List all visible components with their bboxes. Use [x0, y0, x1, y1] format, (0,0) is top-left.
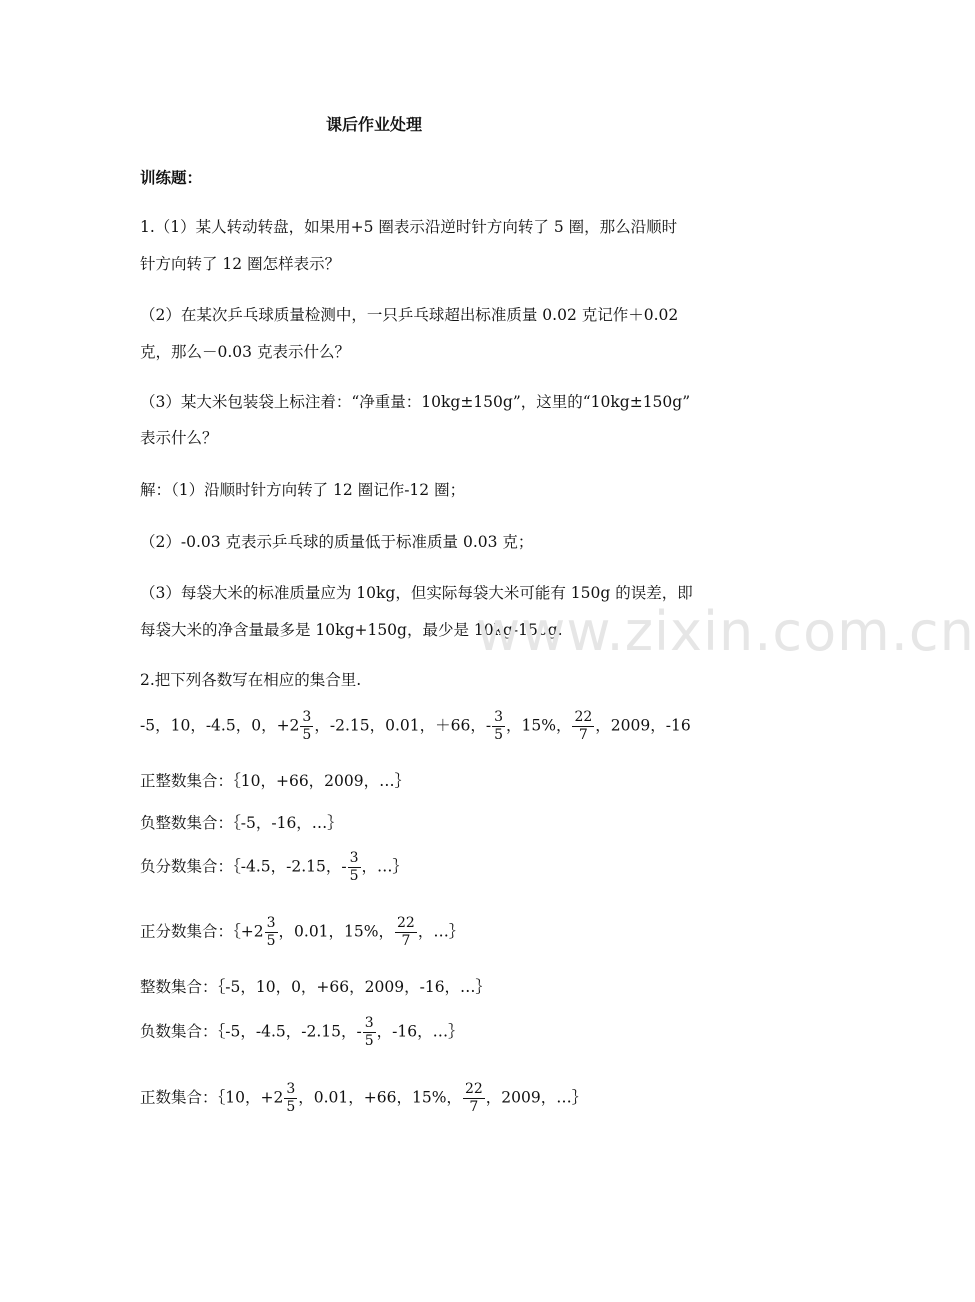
number-list-part-a: -5，10，-4.5，0，+2 — [140, 716, 300, 735]
answer-2: （2）-0.03 克表示乒乓球的质量低于标准质量 0.03 克； — [140, 533, 534, 551]
q1-part2-line2: 克，那么－0.03 克表示什么？ — [140, 343, 350, 361]
number-list-part-d: ，2009，-16 — [595, 716, 691, 735]
set-text: ，…｝ — [361, 857, 409, 876]
page-title: 课后作业处理 — [326, 115, 423, 134]
number-list-part-b: ，-2.15，0.01，＋66，- — [314, 716, 492, 735]
set-text: ，…｝ — [417, 922, 465, 941]
answer-1: 解：（1）沿顺时针方向转了 12 圈记作-12 圈； — [140, 481, 466, 499]
set-text: ，2009，…｝ — [485, 1088, 588, 1107]
q1-part1-line2: 针方向转了 12 圈怎样表示？ — [140, 255, 341, 273]
negative-number-set — [140, 1015, 464, 1050]
number-list — [140, 709, 691, 744]
answer-3-line2: 每袋大米的净含量最多是 10kg+150g，最少是 10kg-150g. — [140, 621, 563, 639]
q1-part2-line1: （2）在某次乒乓球质量检测中，一只乒乓球超出标准质量 0.02 克记作＋0.02 — [140, 306, 679, 324]
set-text: 正分数集合：｛+2 — [140, 922, 264, 941]
set-text: 正数集合：｛10，+2 — [140, 1088, 284, 1107]
number-list-part-c: ，15%， — [506, 716, 572, 735]
q2-prompt: 2.把下列各数写在相应的集合里. — [140, 671, 362, 689]
q1-part3-line1: （3）某大米包装袋上标注着：“净重量：10kg±150g”，这里的“10kg±150g” — [140, 393, 691, 411]
set-text: ，-16，…｝ — [376, 1022, 464, 1041]
section-heading: 训练题： — [140, 169, 203, 187]
negative-fraction-set — [140, 850, 408, 885]
fraction-twenty-two-sevenths: $\frac{22}{7}$ — [464, 1081, 483, 1115]
fraction-three-fifths: $\frac{3}{5}$ — [349, 850, 359, 884]
fraction-three-fifths: $\frac{3}{5}$ — [266, 915, 276, 949]
answer-3-line1: （3）每袋大米的标准质量应为 10kg，但实际每袋大米可能有 150g 的误差，即 — [140, 584, 693, 602]
fraction-twenty-two-sevenths: $\frac{22}{7}$ — [574, 709, 593, 743]
set-text: ，0.01，15%， — [278, 922, 394, 941]
fraction-three-fifths: $\frac{3}{5}$ — [364, 1015, 374, 1049]
fraction-twenty-two-sevenths: $\frac{22}{7}$ — [397, 915, 415, 949]
watermark: www.zixin.com.cn — [476, 600, 975, 663]
q1-part1-line1: 1.（1）某人转动转盘，如果用+5 圈表示沿逆时针方向转了 5 圈，那么沿顺时 — [140, 218, 678, 236]
positive-number-set — [140, 1081, 587, 1116]
fraction-three-fifths: $\frac{3}{5}$ — [286, 1081, 296, 1115]
set-text: ，0.01，+66，15%， — [298, 1088, 462, 1107]
positive-fraction-set — [140, 915, 464, 950]
set-text: 负分数集合：｛-4.5，-2.15，- — [140, 857, 347, 876]
integer-set: 整数集合：｛-5，10，0，+66，2009，-16，…｝ — [140, 978, 492, 996]
q1-part3-line2: 表示什么？ — [140, 429, 218, 447]
set-text: 负数集合：｛-5，-4.5，-2.15，- — [140, 1022, 362, 1041]
positive-integer-set: 正整数集合：｛10，+66，2009，…｝ — [140, 772, 411, 790]
fraction-three-fifths: $\frac{3}{5}$ — [494, 709, 503, 743]
negative-integer-set: 负整数集合：｛-5，-16，…｝ — [140, 814, 343, 832]
fraction-three-fifths: $\frac{3}{5}$ — [302, 709, 312, 743]
